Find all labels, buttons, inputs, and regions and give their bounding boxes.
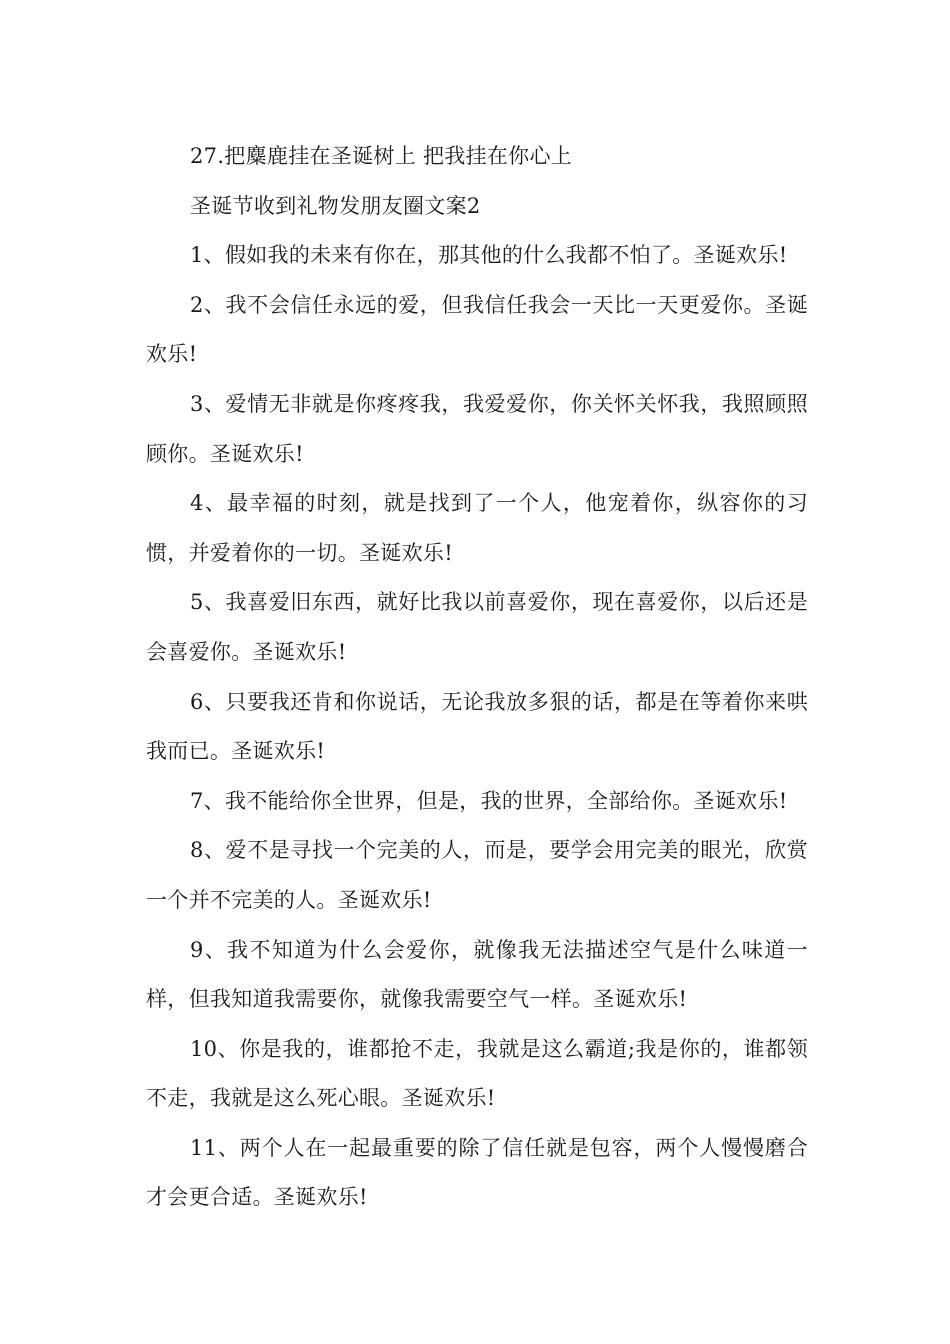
list-item-9: 9、我不知道为什么会爱你，就像我无法描述空气是什么味道一样，但我知道我需要你，就像我需要空气一样。圣诞欢乐! [146,937,808,1012]
list-item-6: 6、只要我还肯和你说话，无论我放多狠的话，都是在等着你来哄我而已。圣诞欢乐! [146,689,808,764]
list-item-5: 5、我喜爱旧东西，就好比我以前喜爱你，现在喜爱你，以后还是会喜爱你。圣诞欢乐! [146,590,808,664]
document-body [146,132,808,1223]
list-item-10: 10、你是我的，谁都抢不走，我就是这么霸道;我是你的，谁都领不走，我就是这么死心眼。圣诞欢乐! [146,1036,808,1111]
list-item-7: 7、我不能给你全世界，但是，我的世界，全部给你。圣诞欢乐! [190,788,788,813]
section-heading: 圣诞节收到礼物发朋友圈文案2 [190,193,481,218]
list-item-11: 11、两个人在一起最重要的除了信任就是包容，两个人慢慢磨合才会更合适。圣诞欢乐! [146,1135,808,1210]
list-item-3: 3、爱情无非就是你疼疼我，我爱爱你，你关怀关怀我，我照顾照顾你。圣诞欢乐! [146,391,808,466]
list-item-1: 1、假如我的未来有你在，那其他的什么我都不怕了。圣诞欢乐! [190,243,788,268]
list-item-8: 8、爱不是寻找一个完美的人，而是，要学会用完美的眼光，欣赏一个并不完美的人。圣诞欢乐! [146,838,808,912]
list-item-2: 2、我不会信任永远的爱，但我信任我会一天比一天更爱你。圣诞欢乐! [146,292,808,367]
list-item-27: 27.把麋鹿挂在圣诞树上 把我挂在你心上 [190,144,573,168]
list-item-4: 4、最幸福的时刻，就是找到了一个人，他宠着你，纵容你的习惯，并爱着你的一切。圣诞欢乐! [146,491,808,565]
